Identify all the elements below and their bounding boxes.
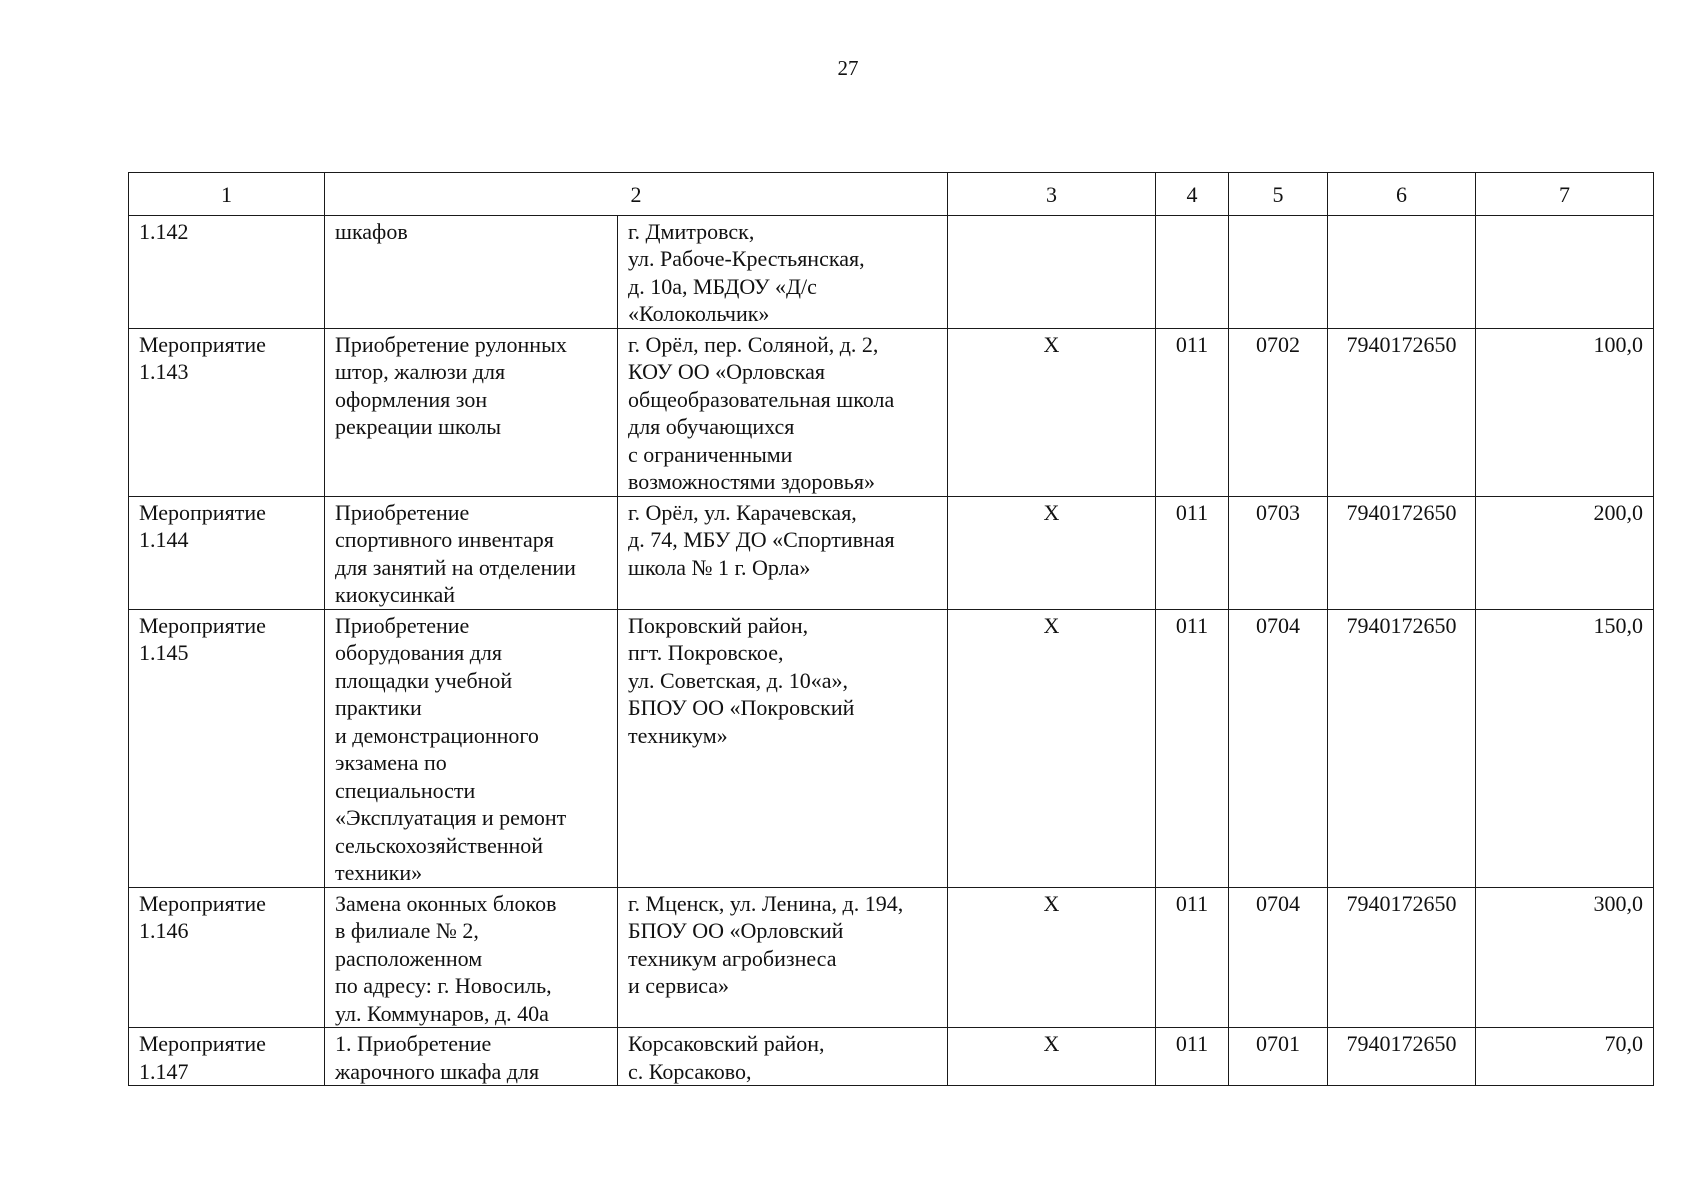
row-id: Мероприятие 1.145 (129, 609, 325, 887)
row-col6: 7940172650 (1328, 496, 1476, 609)
row-col3: Х (948, 496, 1156, 609)
row-col3: Х (948, 887, 1156, 1028)
table-header-row (129, 173, 1654, 216)
row-col3 (948, 215, 1156, 328)
row-col4 (1156, 215, 1229, 328)
row-id: 1.142 (129, 215, 325, 328)
row-col6 (1328, 215, 1476, 328)
table-row (129, 609, 1654, 887)
header-col-2: 2 (325, 173, 948, 216)
row-col4: 011 (1156, 609, 1229, 887)
table-row (129, 496, 1654, 609)
row-id: Мероприятие 1.144 (129, 496, 325, 609)
row-col6: 7940172650 (1328, 887, 1476, 1028)
row-col5: 0704 (1229, 609, 1328, 887)
row-col7: 100,0 (1476, 328, 1654, 496)
row-name: шкафов (325, 215, 618, 328)
row-name: Замена оконных блоков в филиале № 2, расположенном по адресу: г. Новосиль, ул. Коммунаров, д. 40а (325, 887, 618, 1028)
row-col7: 200,0 (1476, 496, 1654, 609)
row-col7: 70,0 (1476, 1028, 1654, 1086)
page-number: 27 (837, 56, 859, 80)
data-table (128, 172, 1654, 1086)
row-col5: 0704 (1229, 887, 1328, 1028)
row-id: Мероприятие 1.146 (129, 887, 325, 1028)
row-address: г. Орёл, ул. Карачевская, д. 74, МБУ ДО «Спортивная школа № 1 г. Орла» (618, 496, 948, 609)
row-col3: Х (948, 1028, 1156, 1086)
header-col-5: 5 (1229, 173, 1328, 216)
row-name: 1. Приобретение жарочного шкафа для (325, 1028, 618, 1086)
table-row (129, 328, 1654, 496)
row-col3: Х (948, 328, 1156, 496)
row-col7: 150,0 (1476, 609, 1654, 887)
table-row (129, 215, 1654, 328)
row-col7 (1476, 215, 1654, 328)
table-row (129, 1028, 1654, 1086)
row-col5: 0702 (1229, 328, 1328, 496)
row-id: Мероприятие 1.147 (129, 1028, 325, 1086)
row-address: Покровский район, пгт. Покровское, ул. Советская, д. 10«а», БПОУ ОО «Покровский техникум» (618, 609, 948, 887)
row-col6: 7940172650 (1328, 328, 1476, 496)
row-col5 (1229, 215, 1328, 328)
row-col5: 0703 (1229, 496, 1328, 609)
row-name: Приобретение оборудования для площадки учебной практики и демонстрационного экзамена по специальности «Эксплуатация и ремонт сельскохозяйственной техники» (325, 609, 618, 887)
row-col7: 300,0 (1476, 887, 1654, 1028)
row-address: Корсаковский район, с. Корсаково, (618, 1028, 948, 1086)
header-col-3: 3 (948, 173, 1156, 216)
row-name: Приобретение рулонных штор, жалюзи для оформления зон рекреации школы (325, 328, 618, 496)
row-col5: 0701 (1229, 1028, 1328, 1086)
row-col4: 011 (1156, 887, 1229, 1028)
row-col4: 011 (1156, 1028, 1229, 1086)
header-col-6: 6 (1328, 173, 1476, 216)
row-address: г. Дмитровск, ул. Рабоче-Крестьянская, д. 10а, МБДОУ «Д/с «Колокольчик» (618, 215, 948, 328)
header-col-7: 7 (1476, 173, 1654, 216)
table-row (129, 887, 1654, 1028)
row-id: Мероприятие 1.143 (129, 328, 325, 496)
header-col-4: 4 (1156, 173, 1229, 216)
row-col4: 011 (1156, 328, 1229, 496)
row-address: г. Мценск, ул. Ленина, д. 194, БПОУ ОО «Орловский техникум агробизнеса и сервиса» (618, 887, 948, 1028)
row-name: Приобретение спортивного инвентаря для занятий на отделении киокусинкай (325, 496, 618, 609)
row-col6: 7940172650 (1328, 1028, 1476, 1086)
header-col-1: 1 (129, 173, 325, 216)
row-address: г. Орёл, пер. Соляной, д. 2, КОУ ОО «Орловская общеобразовательная школа для обучающихся с ограниченными возможностями здоровья» (618, 328, 948, 496)
row-col6: 7940172650 (1328, 609, 1476, 887)
row-col3: Х (948, 609, 1156, 887)
row-col4: 011 (1156, 496, 1229, 609)
